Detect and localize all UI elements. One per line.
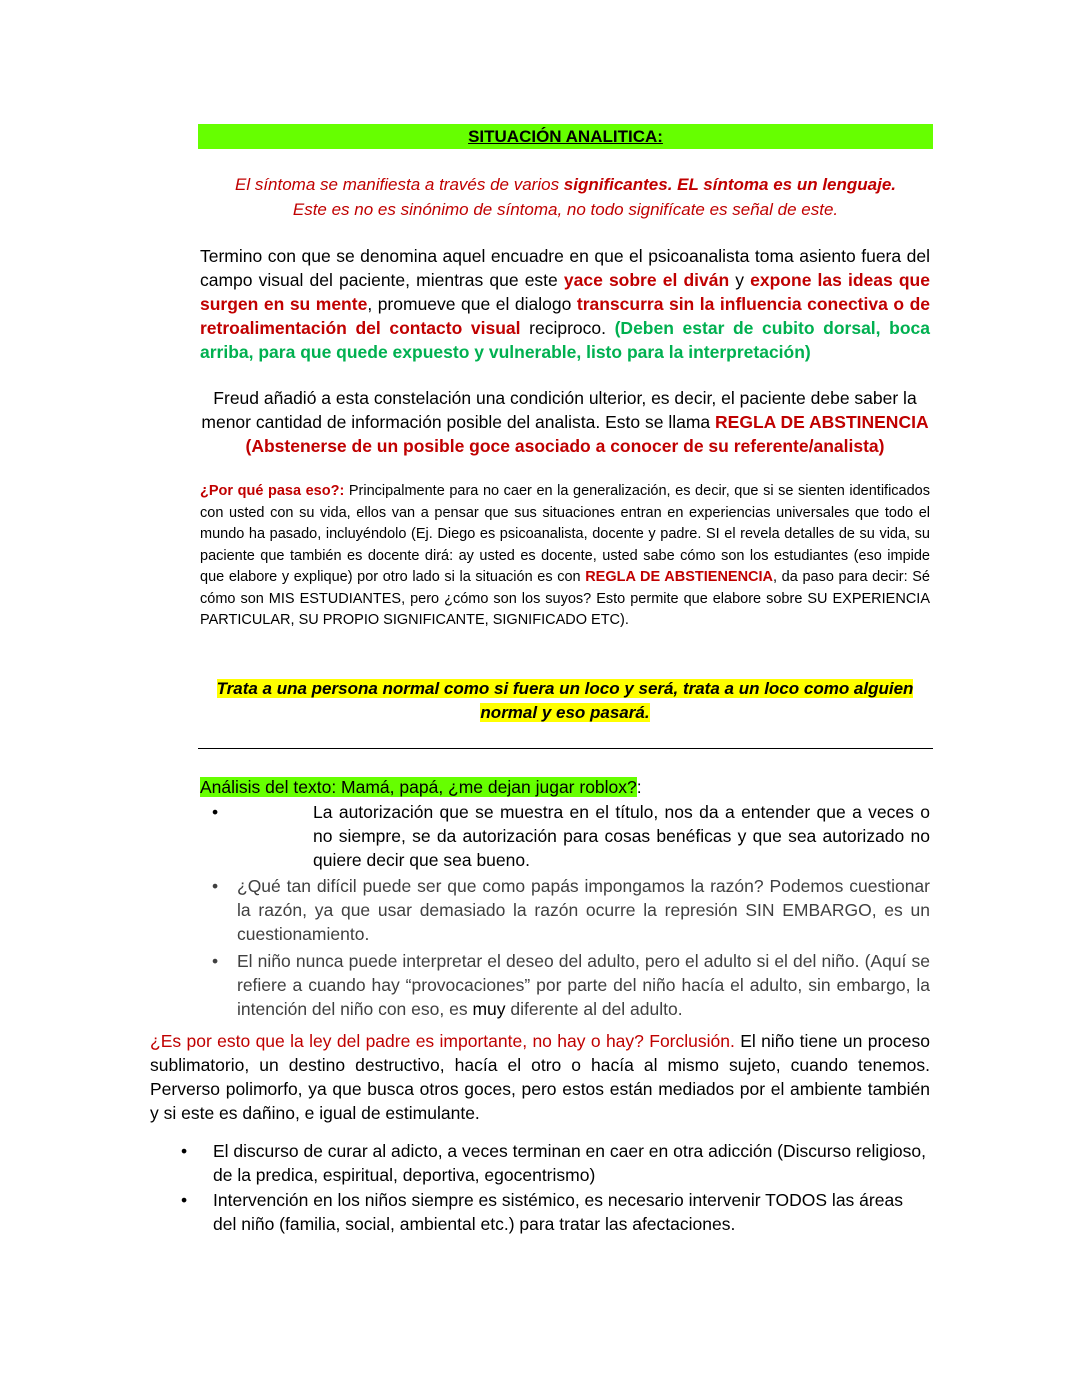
highlighted-saying: Trata a una persona normal como si fuera un loco y será, trata a un loco como alguien normal y eso pasará. bbox=[216, 679, 914, 722]
paragraph-abstinencia: Freud añadió a esta constelación una condición ulterior, es decir, el paciente debe saber la menor cantidad de información posible del analista. Esto se llama REGLA DE ABSTINENCIA (Abstenerse de un posible goce asociado a conocer de su referente/analista) bbox=[201, 388, 929, 456]
quote-text: El síntoma se manifiesta a través de varios bbox=[234, 175, 564, 194]
symptom-quote bbox=[198, 172, 933, 222]
list-item: • El niño nunca puede interpretar el deseo del adulto, pero el adulto si el del niño. (Aquí se refiere a cuando hay “provocaciones” por parte del niño hacía el adulto, sin embargo, la intención del niño con eso, es muy diferente al del adulto. bbox=[212, 951, 930, 1019]
section-title: SITUACIÓN ANALITICA: bbox=[198, 124, 933, 149]
list-item: • El discurso de curar al adicto, a veces terminan en caer en otra adicción (Discurso religioso, de la predica, espiritual, deportiva, egocentrismo) bbox=[181, 1141, 926, 1185]
analysis-list bbox=[200, 800, 930, 1024]
bullet-icon: • bbox=[212, 951, 219, 971]
list-item: • Intervención en los niños siempre es sistémico, es necesario intervenir TODOS las áreas del niño (familia, social, ambiental etc.) para tratar las afectaciones. bbox=[181, 1190, 903, 1234]
paragraph-por-que: ¿Por qué pasa eso?: Principalmente para no caer en la generalización, es decir, que si se sienten identificados con usted con su vida, ellos van a pensar que sus situaciones entran en experiencias universales que todo el mundo ha pasado, incluyéndolo (Ej. Diego es psicoanalista, docente y padre. SI el revela detalles de su vida, su paciente que también es docente dirá: ay usted es docente, usted sabe cómo son los estudiantes (eso impide que elabore y explique) por otro lado si la situación es con REGLA DE ABSTIENENCIA, da paso para decir: Sé cómo son MIS ESTUDIANTES, pero ¿cómo son los suyos? Esto permite que elabore sobre SU EXPERIENCIA PARTICULAR, SU PROPIO SIGNIFICANTE, SIGNIFICADO ETC). bbox=[200, 483, 930, 628]
quote-bold-text: significantes. EL síntoma es un lenguaje. bbox=[563, 175, 897, 194]
list-item: • ¿Qué tan difícil puede ser que como papás impongamos la razón? Podemos cuestionar la razón, ya que usar demasiado la razón ocurre la represión SIN EMBARGO, es un cuestionamiento. bbox=[212, 876, 930, 944]
bullet-icon: • bbox=[212, 802, 219, 822]
conclusions-list bbox=[150, 1139, 930, 1237]
question-label: ¿Por qué pasa eso?: bbox=[200, 483, 345, 499]
list-item: • La autorización que se muestra en el título, nos da a entender que a veces o no siempre, se da autorización para cosas benéficas y que sea autorizado no quiere decir que sea bueno. bbox=[212, 802, 930, 870]
bullet-icon: • bbox=[181, 1141, 188, 1161]
regla-abstinencia: REGLA DE ABSTINENCIA bbox=[715, 412, 929, 432]
quote-line-1 bbox=[198, 172, 933, 197]
analysis-heading: Análisis del texto: Mamá, papá, ¿me dejan jugar roblox?: bbox=[200, 777, 642, 797]
bullet-icon: • bbox=[212, 876, 219, 896]
paragraph-ley-del-padre: ¿Es por esto que la ley del padre es importante, no hay o hay? Forclusión. El niño tiene un proceso sublimatorio, un destino destructivo, hacía el otro o hacía al mismo sujeto, cuando tenemos. Perverso polimorfo, ya que busca otros goces, pero estos están mediados por el ambiente también y si este es dañino, e igual de estimulante. bbox=[150, 1031, 930, 1123]
paragraph-encuadre: Termino con que se denomina aquel encuadre en que el psicoanalista toma asiento fuera del campo visual del paciente, mientras que este yace sobre el diván y expone las ideas que surgen en su mente, promueve que el dialogo transcurra sin la influencia conectiva o de retroalimentación del contacto visual reciproco. (Deben estar de cubito dorsal, boca arriba, para que quede expuesto y vulnerable, listo para la interpretación) bbox=[200, 246, 930, 362]
quote-line-2: Este es no es sinónimo de síntoma, no todo signifícate es señal de este. bbox=[292, 200, 839, 219]
bullet-icon: • bbox=[181, 1190, 188, 1210]
horizontal-divider bbox=[198, 748, 933, 749]
